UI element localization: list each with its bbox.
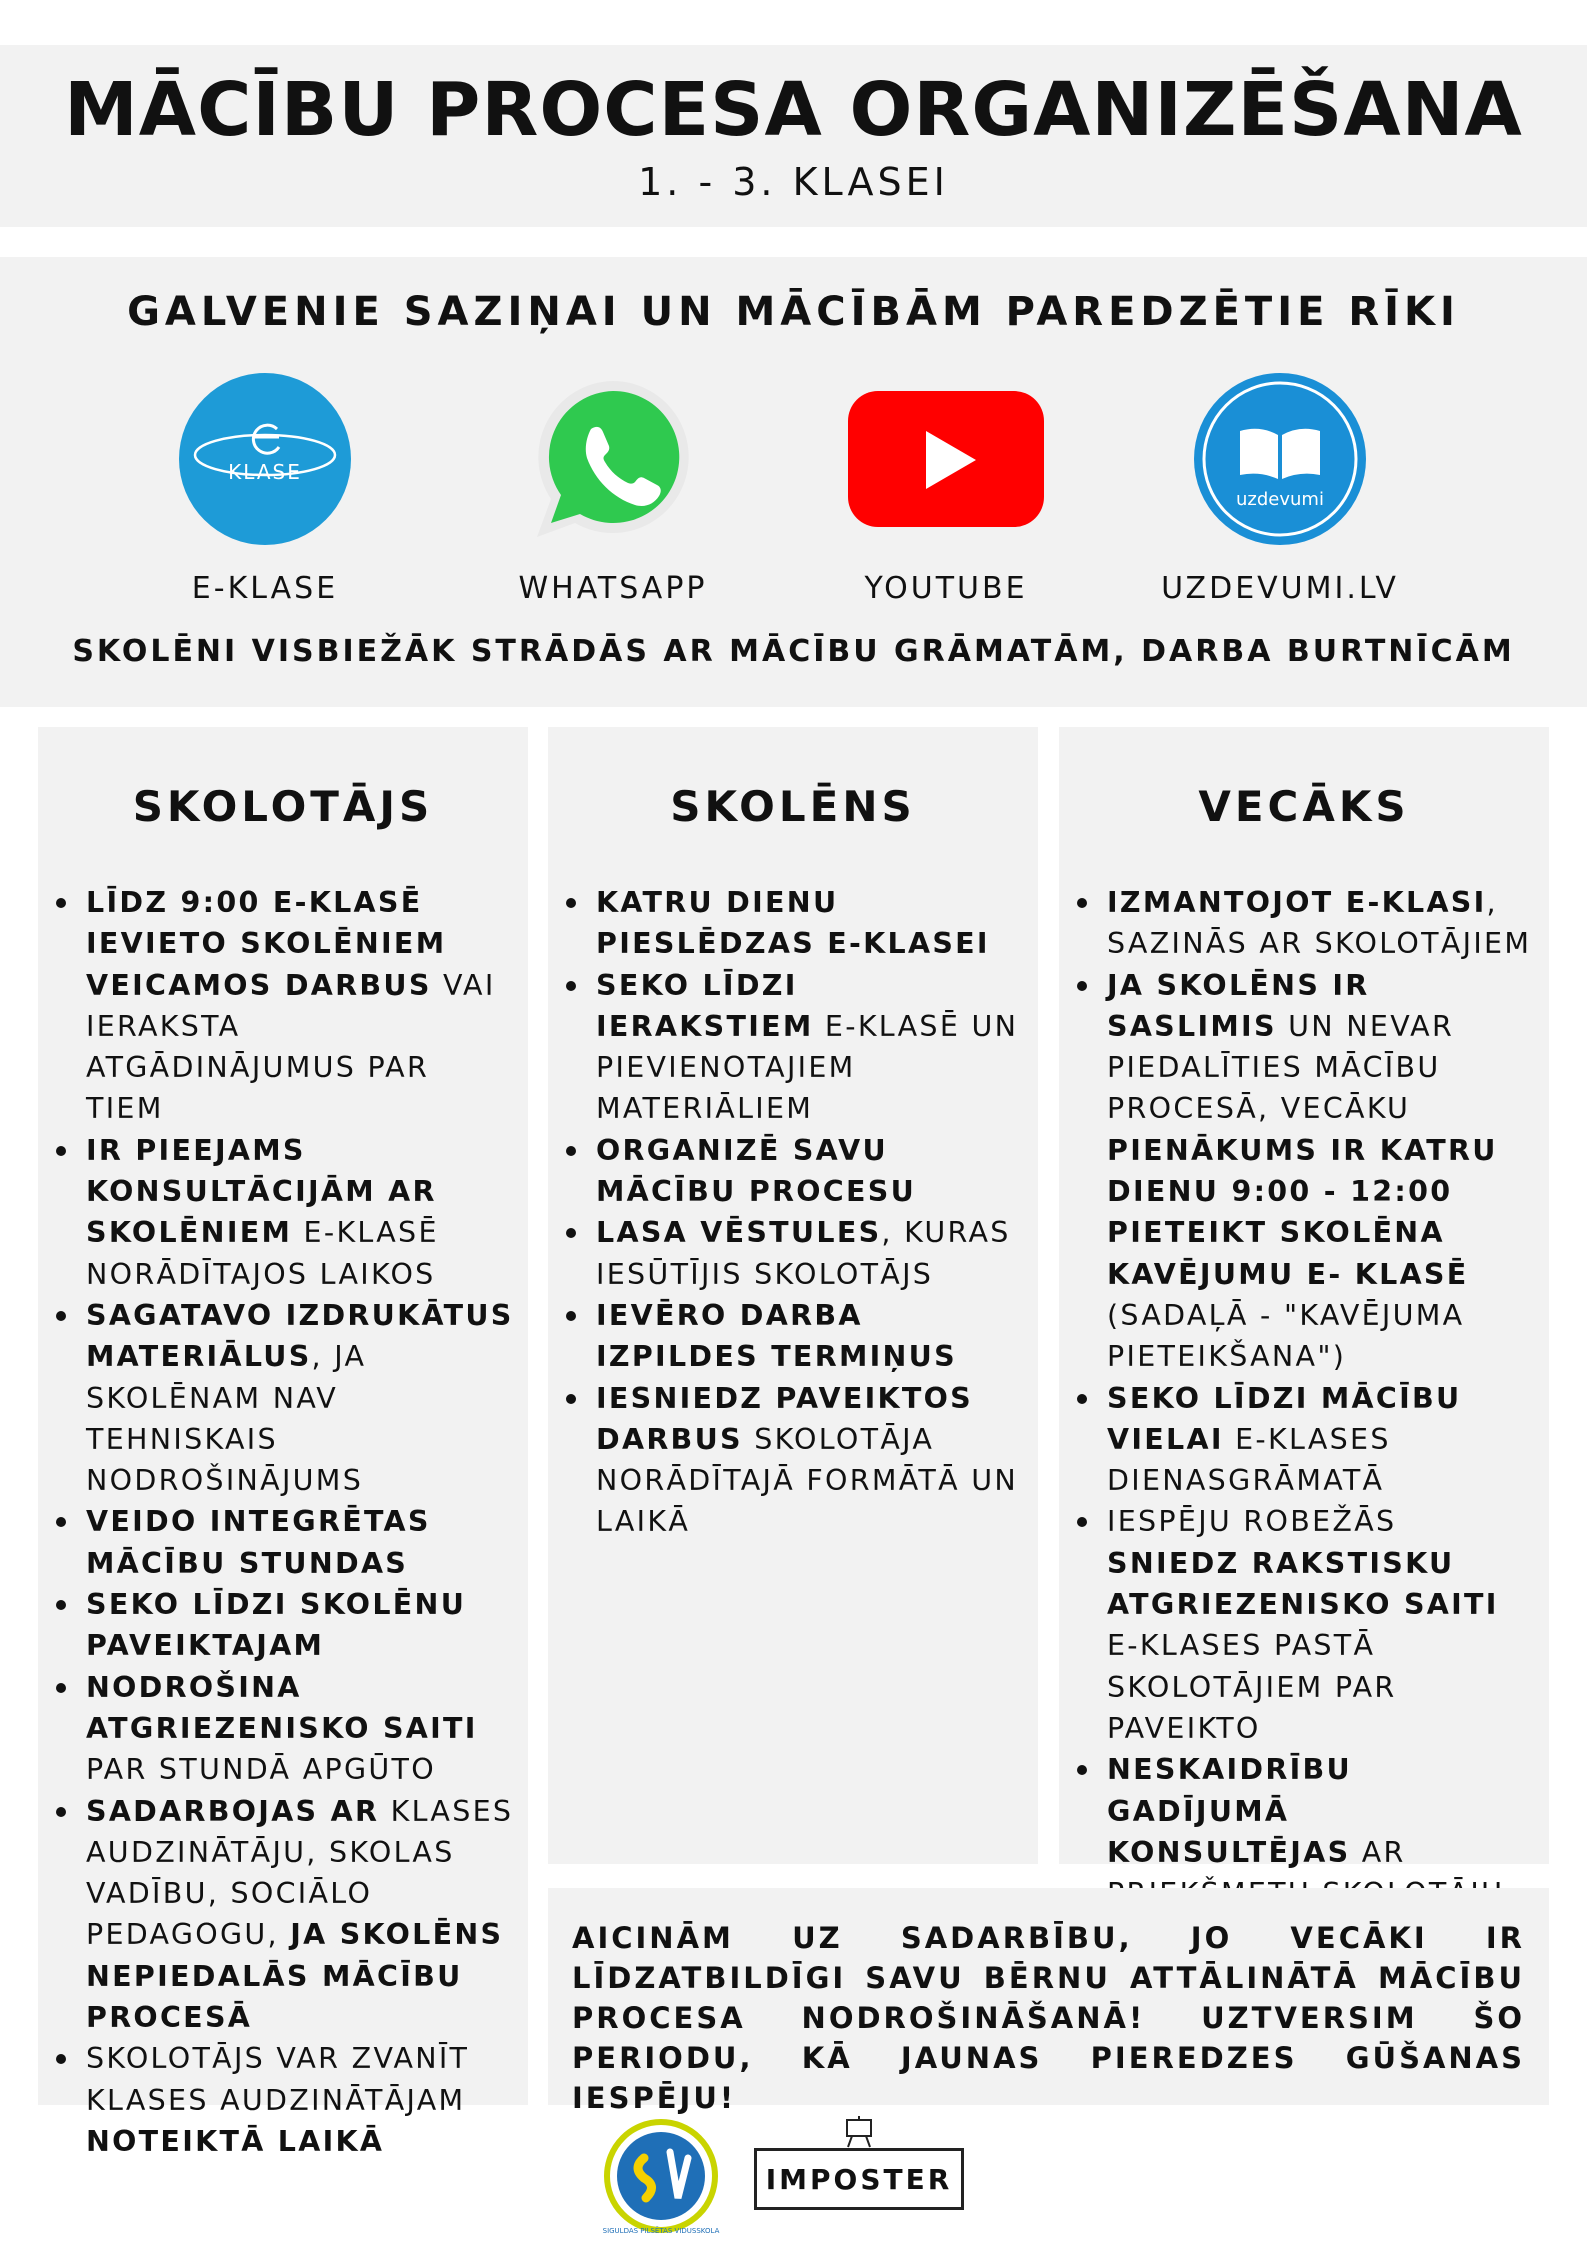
list-item: SEKO LĪDZI SKOLĒNU PAVEIKTAJAM — [38, 1584, 516, 1667]
tool-e-klase[interactable] — [135, 369, 395, 606]
list-item: SAGATAVO IZDRUKĀTUS MATERIĀLUS, JA SKOLĒNAM NAV TEHNISKAIS NODROŠINĀJUMS — [38, 1295, 516, 1501]
tool-uzdevumi[interactable] — [1150, 369, 1410, 606]
list-item: KATRU DIENU PIESLĒDZAS E-KLASEI — [548, 882, 1026, 965]
easel-icon — [842, 2116, 876, 2148]
student-list — [548, 882, 1038, 1543]
list-item: LASA VĒSTULES, KURAS IESŪTĪJIS SKOLOTĀJS — [548, 1212, 1026, 1295]
list-item: ORGANIZĒ SAVU MĀCĪBU PROCESU — [548, 1130, 1026, 1213]
svg-text:SIGULDAS PILSĒTAS VIDUSSKOLA: SIGULDAS PILSĒTAS VIDUSSKOLA — [602, 2227, 720, 2235]
tool-whatsapp[interactable] — [483, 369, 743, 606]
list-item: IR PIEEJAMS KONSULTĀCIJĀM AR SKOLĒNIEM E-KLASĒ NORĀDĪTAJOS LAIKOS — [38, 1130, 516, 1295]
e-klase-icon — [135, 369, 395, 549]
list-item: NESKAIDRĪBU GADĪJUMĀ KONSULTĒJAS AR — [1059, 1749, 1537, 1914]
svg-text:KLASE: KLASE — [228, 460, 302, 484]
page-title: MĀCĪBU PROCESA ORGANIZĒŠANA — [64, 67, 1523, 153]
list-item: LĪDZ 9:00 E-KLASĒ IEVIETO SKOLĒNIEM VEICAMOS DARBUS VAI IERAKSTA ATGĀDINĀJUMUS PAR TIEM — [38, 882, 516, 1130]
list-item: JA SKOLĒNS IR SASLIMIS UN NEVAR PIEDALĪTIES MĀCĪBU PROCESĀ, VECĀKU PIENĀKUMS IR KATRU DIENU 9:00 - 12:00 PIETEIKT SKOLĒNA KAVĒJUMU E- KLASĒ (SADAĻĀ - "KAVĒJUMA PIETEIKŠANA") — [1059, 965, 1537, 1378]
page-subtitle: 1. - 3. KLASEI — [638, 160, 949, 204]
whatsapp-icon — [483, 369, 743, 549]
list-item: IESNIEDZ PAVEIKTOS DARBUS SKOLOTĀJA NORĀDĪTAJĀ FORMĀTĀ UN LAIKĀ — [548, 1378, 1026, 1543]
teacher-list — [38, 882, 528, 2162]
list-item: IZMANTOJOT E-KLASI, SAZINĀS AR SKOLOTĀJIEM — [1059, 882, 1537, 965]
svg-text:uzdevumi: uzdevumi — [1236, 489, 1324, 510]
list-item: SKOLOTĀJS VAR ZVANĪT KLASES AUDZINĀTĀJAM NOTEIKTĀ LAIKĀ — [38, 2038, 516, 2162]
tools-note: SKOLĒNI VISBIEŽĀK STRĀDĀS AR MĀCĪBU GRĀMATĀM, DARBA BURTNĪCĀM — [72, 634, 1515, 669]
tools-title: GALVENIE SAZIŅAI UN MĀCĪBĀM PAREDZĒTIE RĪKI — [127, 289, 1460, 335]
list-item: SEKO LĪDZI IERAKSTIEM E-KLASĒ UN PIEVIENOTAJIEM MATERIĀLIEM — [548, 965, 1026, 1130]
tool-label: YOUTUBE — [864, 571, 1028, 606]
student-column — [548, 727, 1038, 1864]
tools-section — [0, 257, 1587, 707]
cooperation-callout — [548, 1888, 1549, 2115]
parent-list — [1059, 882, 1549, 1914]
tool-label: WHATSAPP — [518, 571, 708, 606]
tool-label: E-KLASE — [191, 571, 339, 606]
list-item: SEKO LĪDZI MĀCĪBU VIELAI E-KLASES DIENASGRĀMATĀ — [1059, 1378, 1537, 1502]
uzdevumi-icon — [1150, 369, 1410, 549]
header-banner — [0, 45, 1587, 227]
teacher-column — [38, 727, 528, 2158]
callout-text: AICINĀM UZ SADARBĪBU, JO VECĀKI IR LĪDZATBILDĪGI SAVU BĒRNU ATTĀLINĀTĀ MĀCĪBU PROCESA NODROŠINĀŠANĀ! UZTVERSIM ŠO PERIODU, KĀ JAUNAS PIEREDZES GŪŠANAS IESPĒJU! — [572, 1921, 1525, 2115]
student-title: SKOLĒNS — [670, 782, 916, 831]
list-item: VEIDO INTEGRĒTAS MĀCĪBU STUNDAS — [38, 1501, 516, 1584]
parent-column — [1059, 727, 1549, 1869]
imposter-logo: IMPOSTER — [754, 2148, 964, 2210]
tool-youtube[interactable] — [816, 369, 1076, 606]
parent-title: VECĀKS — [1198, 782, 1410, 831]
list-item: NODROŠINA ATGRIEZENISKO SAITI PAR STUNDĀ APGŪTO — [38, 1667, 516, 1791]
list-item: SADARBOJAS AR KLASES AUDZINĀTĀJU, SKOLAS VADĪBU, SOCIĀLO PEDAGOGU, JA SKOLĒNS NEPIEDALĀS MĀCĪBU PROCESĀ — [38, 1791, 516, 2039]
tool-label: UZDEVUMI.LV — [1161, 571, 1399, 606]
list-item: IESPĒJU ROBEŽĀS SNIEDZ RAKSTISKU ATGRIEZENISKO SAITI E-KLASES PASTĀ SKOLOTĀJIEM PAR PAVEIKTO — [1059, 1501, 1537, 1749]
teacher-title: SKOLOTĀJS — [132, 782, 434, 831]
school-logo — [596, 2118, 726, 2238]
list-item: IEVĒRO DARBA IZPILDES TERMIŅUS — [548, 1295, 1026, 1378]
youtube-icon — [816, 369, 1076, 549]
